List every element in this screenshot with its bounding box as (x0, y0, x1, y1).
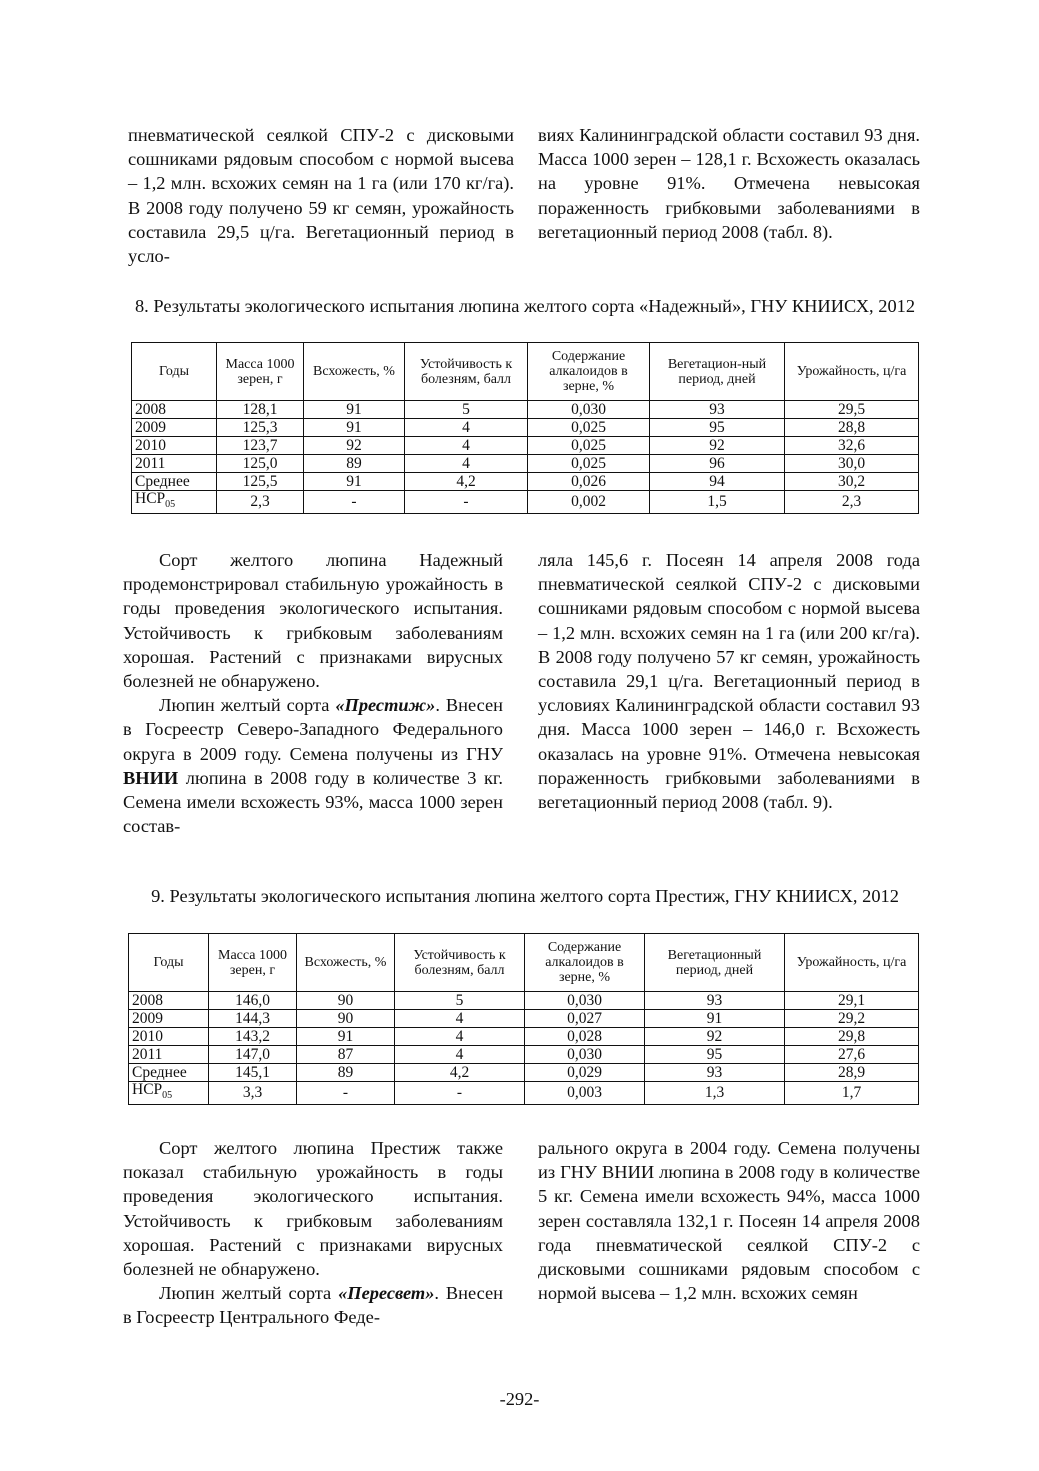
table-cell: 2008 (132, 401, 217, 419)
header-cell: Урожайность, ц/га (785, 934, 919, 992)
table-cell: 30,0 (785, 455, 919, 473)
table-8 (131, 342, 919, 514)
header-cell: Устойчивость к болезням, балл (405, 343, 528, 401)
table-cell: 28,8 (785, 419, 919, 437)
table-cell: 87 (297, 1046, 395, 1064)
table-cell: 2,3 (785, 491, 919, 514)
table-cell: 2010 (129, 1028, 209, 1046)
table-cell: 146,0 (209, 992, 297, 1010)
column-right-mid (538, 548, 920, 814)
table-cell: 32,6 (785, 437, 919, 455)
header-cell: Годы (129, 934, 209, 992)
table-cell: 95 (645, 1046, 785, 1064)
table-cell: 4 (395, 1010, 525, 1028)
variety-name: «Престиж» (335, 695, 436, 716)
nsr-subscript: 05 (165, 499, 176, 511)
table-row (129, 992, 919, 1010)
paragraph: Люпин желтый сорта «Престиж». Внесен в Госреестр Северо-Западного Федерального округа в 2009 году. Семена получены из ГНУ ВНИИ люпина в 2008 году в количестве 3 кг. Семена имели всхожесть 93%, масса 1000 зерен состав- (123, 695, 503, 837)
header-cell: Содержание алкалоидов в зерне, % (525, 934, 645, 992)
table-cell: 1,5 (650, 491, 785, 514)
nsr-subscript: 05 (162, 1090, 173, 1102)
table-cell: 128,1 (217, 401, 304, 419)
table-cell: 125,3 (217, 419, 304, 437)
table-cell: 1,3 (645, 1082, 785, 1105)
table-cell: 125,5 (217, 473, 304, 491)
table-row (129, 1082, 919, 1105)
table-cell: 3,3 (209, 1082, 297, 1105)
table-row (129, 1028, 919, 1046)
table-cell: 147,0 (209, 1046, 297, 1064)
page-number: -292- (499, 1389, 540, 1409)
table-cell: 0,025 (528, 419, 650, 437)
column-right-bottom (538, 1136, 920, 1305)
header-cell: Масса 1000 зерен, г (209, 934, 297, 992)
table-cell: 2008 (129, 992, 209, 1010)
table-row (129, 1046, 919, 1064)
table-cell: 125,0 (217, 455, 304, 473)
table-cell: 89 (297, 1064, 395, 1082)
paragraph: рального округа в 2004 году. Семена получены из ГНУ ВНИИ люпина в 2008 году в количестве 5 кг. Семена имели всхожесть 94%, масса 1000 зерен составляла 132,1 г. Посеян 14 апреля 2008 года пневматической сеялкой СПУ-2 с дисковыми сошниками рядовым способом с нормой высева – 1,2 млн. всхожих семян (538, 1138, 920, 1304)
table-cell: 91 (304, 401, 405, 419)
table-cell: - (395, 1082, 525, 1105)
table-cell: 2010 (132, 437, 217, 455)
header-cell: Вегетацион-ный период, дней (650, 343, 785, 401)
table-cell: 4 (405, 437, 528, 455)
table-cell: - (405, 491, 528, 514)
paragraph: Сорт желтого люпина Престиж также показал стабильную урожайность в годы проведения экологического испытания. Устойчивость к грибковым заболеваниям хорошая. Растений с признаками вирусных болезней не обнаружено. (123, 1138, 503, 1280)
table-cell: 27,6 (785, 1046, 919, 1064)
table-cell: 0,003 (525, 1082, 645, 1105)
table-cell: - (297, 1082, 395, 1105)
table-cell: 5 (405, 401, 528, 419)
table-cell: $НСР_{05}$ (132, 491, 217, 514)
table-cell: 1,7 (785, 1082, 919, 1105)
table-cell: 0,027 (525, 1010, 645, 1028)
table-row (132, 455, 919, 473)
table-cell: 145,1 (209, 1064, 297, 1082)
table-cell: 4,2 (395, 1064, 525, 1082)
table-cell: 2009 (129, 1010, 209, 1028)
table-cell: 2011 (129, 1046, 209, 1064)
column-left-bottom (123, 1136, 503, 1330)
table-cell: 0,030 (528, 401, 650, 419)
table-cell: 92 (645, 1028, 785, 1046)
paragraph: Сорт желтого люпина Надежный продемонстрировал стабильную урожайность в годы проведения экологического испытания. Устойчивость к грибковым заболеваниям хорошая. Растений с признаками вирусных болезней не обнаружено. (123, 550, 503, 692)
table-cell: 91 (304, 419, 405, 437)
table-cell: 0,025 (528, 437, 650, 455)
table-header-row (132, 343, 919, 401)
table-cell: 0,025 (528, 455, 650, 473)
header-cell: Урожайность, ц/га (785, 343, 919, 401)
table-cell: 91 (297, 1028, 395, 1046)
table-cell: 95 (650, 419, 785, 437)
table-9 (128, 933, 919, 1105)
table-cell: 93 (650, 401, 785, 419)
table-cell: 0,029 (525, 1064, 645, 1082)
table-cell: 92 (304, 437, 405, 455)
table-cell: 90 (297, 992, 395, 1010)
column-left-top (128, 123, 514, 268)
table-cell: Среднее (132, 473, 217, 491)
table-cell: 4 (395, 1046, 525, 1064)
paragraph: ляла 145,6 г. Посеян 14 апреля 2008 года пневматической сеялкой СПУ-2 с дисковыми сошниками рядовым способом с нормой высева – 1,2 млн. всхожих семян на 1 га (или 200 кг/га). В 2008 году получено 57 кг семян, урожайность составила 29,1 ц/га. Вегетационный период в условиях Калининградской области составил 93 дня. Масса 1000 зерен – 146,0 г. Всхожесть оказалась на уровне 91%. Отмечена невысокая пораженность грибковыми заболеваниями в вегетационный период 2008 (табл. 9). (538, 550, 920, 813)
table-row (132, 401, 919, 419)
table-cell: 2011 (132, 455, 217, 473)
table-cell: 4,2 (405, 473, 528, 491)
table-cell: 90 (297, 1010, 395, 1028)
table-cell: 94 (650, 473, 785, 491)
table-cell: 0,002 (528, 491, 650, 514)
column-right-top (538, 123, 920, 244)
table-9-caption: 9. Результаты экологического испытания люпина желтого сорта Престиж, ГНУ КНИИСХ, 2012 (151, 886, 899, 906)
header-cell: Масса 1000 зерен, г (217, 343, 304, 401)
table-cell: 2,3 (217, 491, 304, 514)
table-cell: 0,028 (525, 1028, 645, 1046)
table-row (129, 1010, 919, 1028)
table-row (129, 1064, 919, 1082)
header-cell: Годы (132, 343, 217, 401)
table-cell: 89 (304, 455, 405, 473)
table-cell: 2009 (132, 419, 217, 437)
table-cell: 96 (650, 455, 785, 473)
header-cell: Устойчивость к болезням, балл (395, 934, 525, 992)
table-cell: 30,2 (785, 473, 919, 491)
paragraph: виях Калининградской области составил 93 дня. Масса 1000 зерен – 128,1 г. Всхожесть оказалась на уровне 91%. Отмечена невысокая пораженность грибковыми заболеваниями в вегетационный период 2008 (табл. 8). (538, 125, 920, 242)
paragraph: Люпин желтый сорта «Пересвет». Внесен в Госреестр Центрального Феде- (123, 1283, 503, 1328)
table-row (132, 491, 919, 514)
header-cell: Вегетационный период, дней (645, 934, 785, 992)
table-cell: 93 (645, 992, 785, 1010)
table-cell: 29,2 (785, 1010, 919, 1028)
table-cell: 144,3 (209, 1010, 297, 1028)
table-cell: 91 (304, 473, 405, 491)
table-header-row (129, 934, 919, 992)
table-cell: 4 (395, 1028, 525, 1046)
table-cell: Среднее (129, 1064, 209, 1082)
table-cell: 28,9 (785, 1064, 919, 1082)
table-cell: 29,8 (785, 1028, 919, 1046)
table-cell: 0,026 (528, 473, 650, 491)
table-cell: 29,1 (785, 992, 919, 1010)
variety-name: «Пересвет» (338, 1283, 435, 1304)
table-row (132, 437, 919, 455)
table-cell: 143,2 (209, 1028, 297, 1046)
header-cell: Содержание алкалоидов в зерне, % (528, 343, 650, 401)
table-cell: 29,5 (785, 401, 919, 419)
table-cell: 4 (405, 419, 528, 437)
header-cell: Всхожесть, % (304, 343, 405, 401)
column-left-mid (123, 548, 503, 838)
table-cell: $НСР_{05}$ (129, 1082, 209, 1105)
table-row (132, 473, 919, 491)
table-cell: 5 (395, 992, 525, 1010)
table-cell: 92 (650, 437, 785, 455)
header-cell: Всхожесть, % (297, 934, 395, 992)
paragraph: пневматической сеялкой СПУ-2 с дисковыми сошниками рядовым способом с нормой высева – 1,2 млн. всхожих семян на 1 га (или 170 кг/га). В 2008 году получено 59 кг семян, урожайность составила 29,5 ц/га. Вегетационный период в усло- (128, 125, 514, 267)
table-cell: 0,030 (525, 992, 645, 1010)
table-cell: - (304, 491, 405, 514)
table-cell: 93 (645, 1064, 785, 1082)
table-cell: 4 (405, 455, 528, 473)
table-8-caption: 8. Результаты экологического испытания люпина желтого сорта «Надежный», ГНУ КНИИСХ, 2012 (134, 296, 916, 316)
table-cell: 0,030 (525, 1046, 645, 1064)
table-cell: 123,7 (217, 437, 304, 455)
table-cell: 91 (645, 1010, 785, 1028)
table-row (132, 419, 919, 437)
